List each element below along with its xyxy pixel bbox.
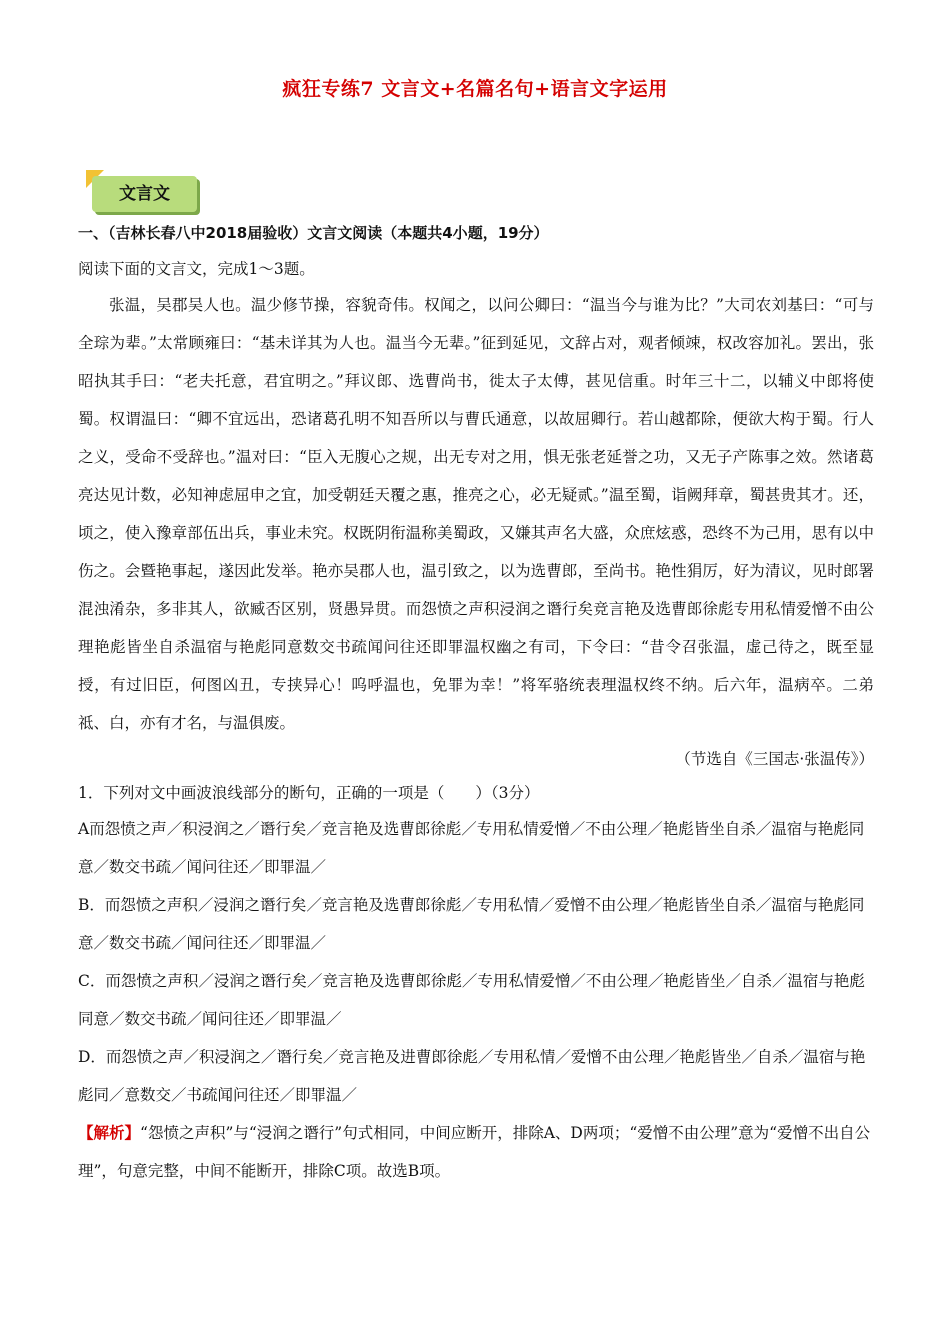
passage-text: 张温，吴郡吴人也。温少修节操，容貌奇伟。权闻之，以问公卿曰：“温当今与谁为比？”大司农刘基曰：“可与全琮为辈。”太常顾雍曰：“基未详其为人也。温当今无辈。”征到延见，文辞占对，观者倾竦，权改容加礼。罢出，张昭执其手曰：“老夫托意，君宜明之。”拜议郎、选曹尚书，徙太子太傅，甚见信重。时年三十二，以辅义中郎将使蜀。权谓温曰：“卿不宜远出，恐诸葛孔明不知吾所以与曹氏通意，以故屈卿行。若山越都除，便欲大构于蜀。行人之义，受命不受辞也。”温对曰：“臣入无腹心之规，出无专对之用，惧无张老延誉之功，又无子产陈事之效。然诸葛亮达见计数，必知神虑屈申之宜，加受朝廷天覆之惠，推亮之心，必无疑贰。”温至蜀，诣阙拜章，蜀甚贵其才。还，顷之，使入豫章部伍出兵，事业未究。权既阴衔温称美蜀政，又嫌其声名大盛，众庶炫惑，恐终不为己用，思有以中伤之。会暨艳事起，遂因此发举。艳亦吴郡人也，温引致之，以为选曹郎，至尚书。艳性狷厉，好为清议，见时郎署混浊淆杂，多非其人，欲臧否区别，贤愚异贯。而怨愤之声积浸润之谮行矣竞言艳及选曹郎徐彪专用私情爱憎不由公理艳彪皆坐自杀温宿与艳彪同意数交书疏闻问往还即罪温权幽之有司，下令曰：“昔令召张温，虚己待之，既至显授，有过旧臣，何图凶丑，专挟异心！呜呼温也，免罪为幸！”将军骆统表理温权终不纳。后六年，温病卒。二弟祗、白，亦有才名，与温俱废。 xyxy=(78,296,874,732)
passage-source: （节选自《三国志·张温传》） xyxy=(675,750,874,768)
option-d: D．而怨愤之声／积浸润之／谮行矣／竞言艳及进曹郎徐彪／专用私情／爱憎不由公理／艳彪皆坐／自杀／温宿与艳彪同／意数交／书疏闻问往还／即罪温／ xyxy=(78,1048,866,1104)
instruction: 阅读下面的文言文，完成1～3题。 xyxy=(78,260,315,278)
question-1-stem: 1．下列对文中画波浪线部分的断句，正确的一项是（ ）（3分） xyxy=(78,784,540,802)
section-badge-label: 文言文 xyxy=(119,184,170,204)
document-body xyxy=(78,252,874,1190)
option-a: A而怨愤之声／积浸润之／谮行矣／竞言艳及选曹郎徐彪／专用私情爱憎／不由公理／艳彪皆坐自杀／温宿与艳彪同意／数交书疏／闻问往还／即罪温／ xyxy=(78,820,865,876)
question-heading: 一、（吉林长春八中2018届验收）文言文阅读（本题共4小题，19分） xyxy=(78,224,549,242)
document-title: 疯狂专练7 文言文+名篇名句+语言文字运用 xyxy=(282,78,668,100)
analysis xyxy=(78,1114,874,1190)
analysis-tag: 【解析】 xyxy=(78,1123,141,1142)
option-c: C．而怨愤之声积／浸润之谮行矣／竞言艳及选曹郎徐彪／专用私情爱憎／不由公理／艳彪皆坐／自杀／温宿与艳彪同意／数交书疏／闻问往还／即罪温／ xyxy=(78,972,865,1028)
section-badge xyxy=(92,176,197,212)
analysis-text: “怨愤之声积”与“浸润之谮行”句式相同，中间应断开，排除A、D两项；“爱憎不由公理”意为“爱憎不出自公理”，句意完整，中间不能断开，排除C项。故选B项。 xyxy=(78,1124,871,1180)
option-b: B．而怨愤之声积／浸润之谮行矣／竞言艳及选曹郎徐彪／专用私情／爱憎不由公理／艳彪皆坐自杀／温宿与艳彪同意／数交书疏／闻问往还／即罪温／ xyxy=(78,896,865,952)
